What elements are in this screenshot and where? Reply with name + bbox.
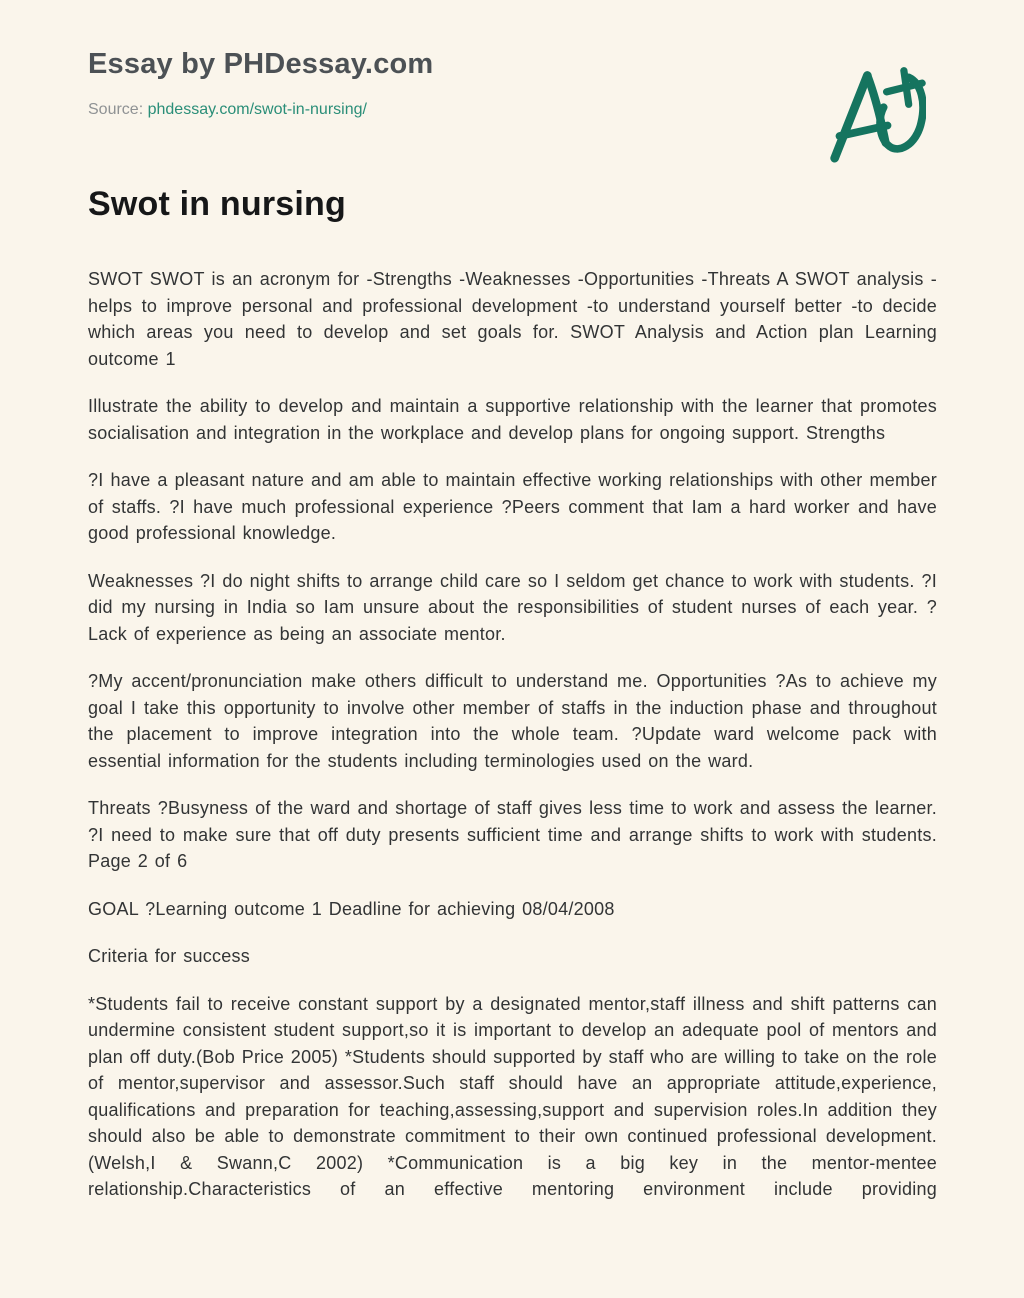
a-plus-logo-icon [826, 60, 926, 165]
essay-paragraph: Criteria for success [88, 946, 251, 966]
essay-paragraph: GOAL ?Learning outcome 1 Deadline for achieving 08/04/2008 [88, 898, 615, 919]
essay-body [88, 266, 937, 1203]
essay-paragraph: *Students fail to receive constant support by a designated mentor,staff illness and shift patterns can undermine consistent student support,so it is important to develop an adequate pool of mentors and plan off duty.(Bob Price 2005) *Students should supported by staff who are willing to take on the role of mentor,supervisor and assessor.Such staff should have an appropriate attitude,experience, qualifications and preparation for teaching,assessing,support and supervision roles.In addition they should also be able to demonstrate commitment to their own continued professional development.(Welsh,I & Swann,C 2002) *Communication is a big key in the mentor-mentee relationship.Characteristics of an effective mentoring environment include providing [88, 993, 937, 1199]
source-link[interactable]: phdessay.com/swot-in-nursing/ [147, 101, 367, 118]
essay-paragraph: ?My accent/pronunciation make others difficult to understand me. Opportunities ?As to achieve my goal I take this opportunity to involve other member of staffs in the induction phase and throughout the placement to improve integration into the whole team. ?Update ward welcome pack with essential information for the students including terminologies used on the ward. [88, 671, 937, 771]
essay-paragraph: Threats ?Busyness of the ward and shortage of staff gives less time to work and assess the learner. ?I need to make sure that off duty presents sufficient time and arrange shifts to work with students. Page 2 of 6 [88, 798, 937, 871]
essay-paragraph: SWOT SWOT is an acronym for -Strengths -Weaknesses -Opportunities -Threats A SWOT analysis -helps to improve personal and professional development -to understand yourself better -to decide which areas you need to develop and set goals for. SWOT Analysis and Action plan Learning outcome 1 [88, 269, 937, 369]
essay-title: Swot in nursing [88, 185, 346, 223]
essay-paragraph: Illustrate the ability to develop and maintain a supportive relationship with the learner that promotes socialisation and integration in the workplace and develop plans for ongoing support. Strengths [88, 396, 937, 443]
source-label: Source: [88, 101, 144, 118]
essay-paragraph: Weaknesses ?I do night shifts to arrange child care so I seldom get chance to work with students. ?I did my nursing in India so Iam unsure about the responsibilities of student nurses of each year. ?Lack of experience as being an associate mentor. [88, 570, 937, 644]
source-line [88, 101, 937, 119]
essay-paragraph: ?I have a pleasant nature and am able to maintain effective working relationships with other member of staffs. ?I have much professional experience ?Peers comment that Iam a hard worker and have good professional knowledge. [88, 470, 937, 543]
site-title: Essay by PHDessay.com [88, 48, 434, 80]
